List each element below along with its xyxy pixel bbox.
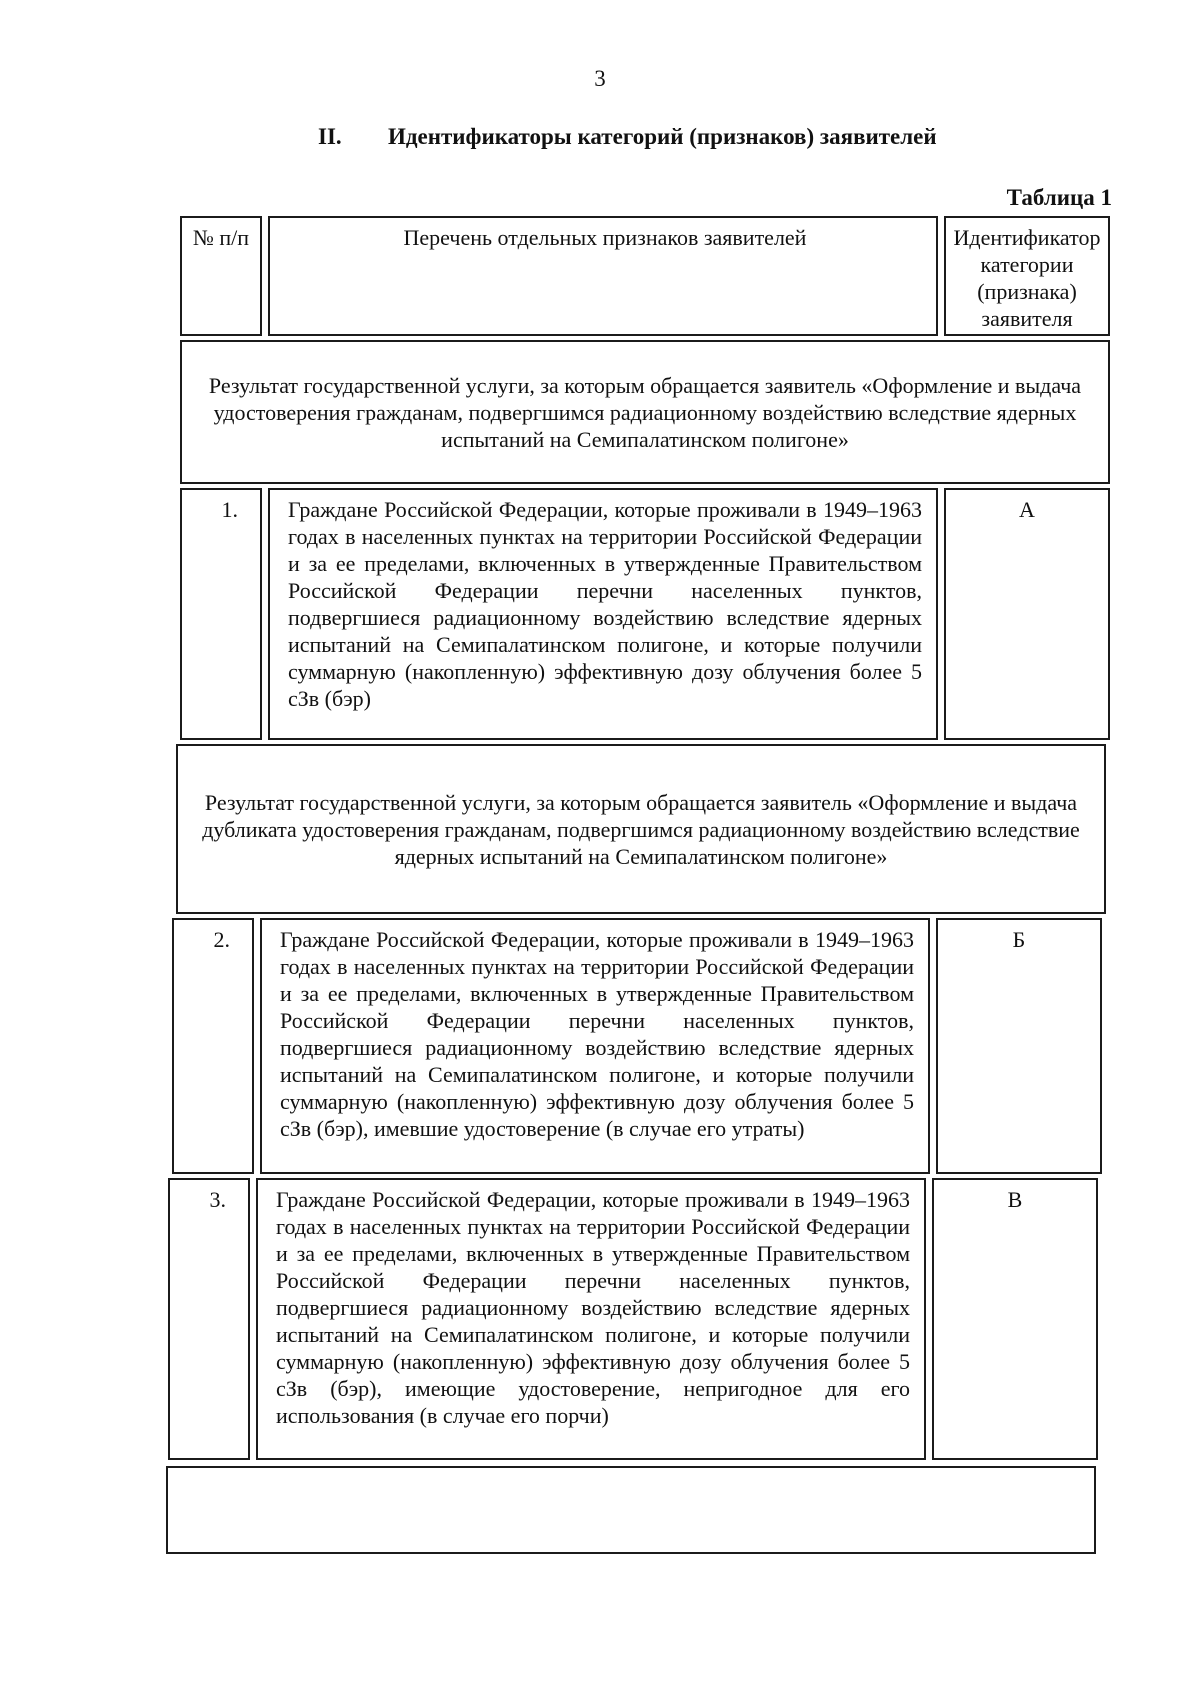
row-3-num: 3. xyxy=(168,1178,250,1460)
row-2-id: Б xyxy=(936,918,1102,1174)
row-1-text: Граждане Российской Федерации, которые проживали в 1949–1963 годах в населенных пунктах на территории Российской Федерации и за ее пределами, включенных в утвержденные Правительством Российской Федерации перечни населенных пунктов, подвергшиеся радиационному воздействию вследствие ядерных испытаний на Семипалатинском полигоне, и которые получили суммарную (накопленную) эффективную дозу облучения более 5 сЗв (бэр) xyxy=(268,488,938,740)
table-row xyxy=(168,1178,1098,1460)
row-3-text: Граждане Российской Федерации, которые проживали в 1949–1963 годах в населенных пунктах на территории Российской Федерации и за ее пределами, включенных в утвержденные Правительством Российской Федерации перечни населенных пунктов, подвергшиеся радиационному воздействию вследствие ядерных испытаний на Семипалатинском полигоне, и которые получили суммарную (накопленную) эффективную дозу облучения более 5 сЗв (бэр), имеющие удостоверение, непригодное для его использования (в случае его порчи) xyxy=(256,1178,926,1460)
header-list: Перечень отдельных признаков заявителей xyxy=(268,216,938,336)
row-3-id: В xyxy=(932,1178,1098,1460)
section-numeral: II. xyxy=(318,124,342,149)
row-2-text: Граждане Российской Федерации, которые проживали в 1949–1963 годах в населенных пунктах на территории Российской Федерации и за ее пределами, включенных в утвержденные Правительством Российской Федерации перечни населенных пунктов, подвергшиеся радиационному воздействию вследствие ядерных испытаний на Семипалатинском полигоне, и которые получили суммарную (накопленную) эффективную дозу облучения более 5 сЗв (бэр), имевшие удостоверение (в случае его утраты) xyxy=(260,918,930,1174)
result-banner-2 xyxy=(176,744,1106,914)
result-banner-2-text: Результат государственной услуги, за которым обращается заявитель «Оформление и выдача дубликата удостоверения гражданам, подвергшимся радиационному воздействию вследствие ядерных испытаний на Семипалатинском полигоне» xyxy=(202,789,1080,869)
result-banner-1 xyxy=(180,340,1110,484)
page-number: 3 xyxy=(594,66,606,91)
row-1-id: А xyxy=(944,488,1110,740)
header-num: № п/п xyxy=(180,216,262,336)
empty-table-row xyxy=(166,1466,1096,1554)
section-title xyxy=(318,124,937,150)
section-title-text: Идентификаторы категорий (признаков) заявителей xyxy=(388,124,937,149)
table-label: Таблица 1 xyxy=(1006,185,1112,210)
row-2-num: 2. xyxy=(172,918,254,1174)
table-row xyxy=(180,488,1110,740)
result-banner-1-text: Результат государственной услуги, за которым обращается заявитель «Оформление и выдача удостоверения гражданам, подвергшимся радиационному воздействию вследствие ядерных испытаний на Семипалатинском полигоне» xyxy=(208,372,1082,452)
row-1-num: 1. xyxy=(180,488,262,740)
table-header-row xyxy=(180,216,1110,336)
table-row xyxy=(172,918,1102,1174)
header-id: Идентификатор категории (признака) заявителя xyxy=(944,216,1110,336)
